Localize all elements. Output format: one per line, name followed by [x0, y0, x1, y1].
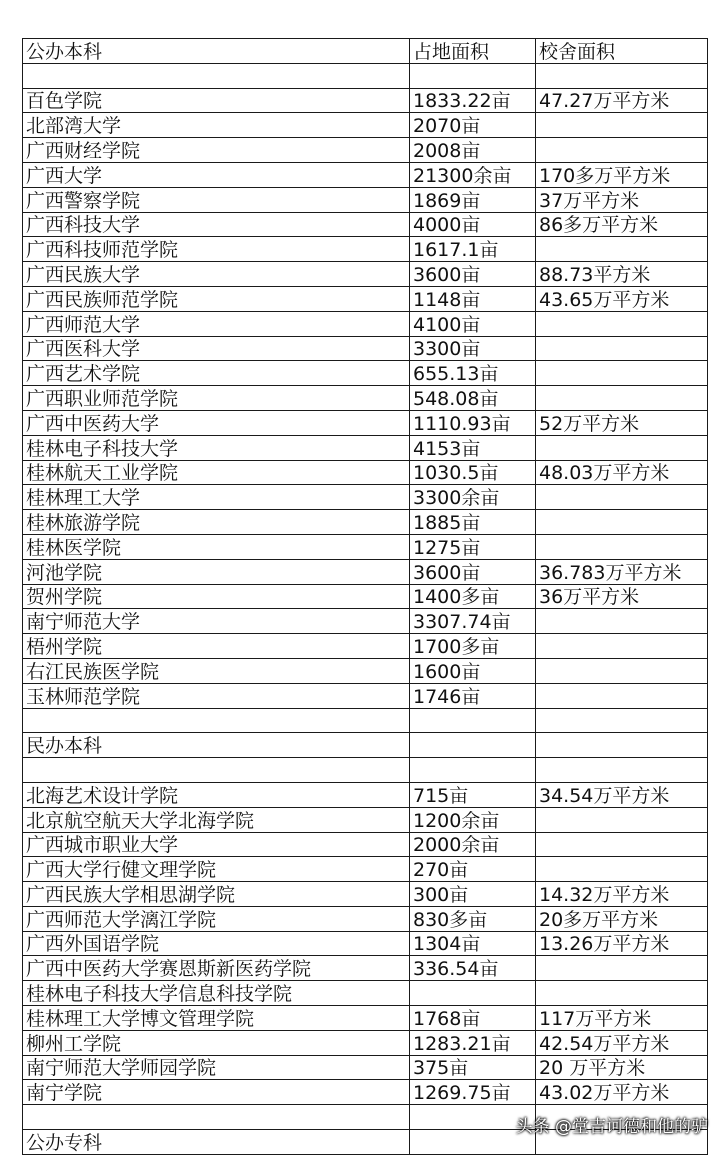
land-area-cell: 3307.74亩: [410, 609, 536, 634]
building-area-cell: [536, 807, 708, 832]
table-row: [23, 138, 708, 163]
table-row: [23, 237, 708, 262]
school-name-cell: 广西科技师范学院: [23, 237, 410, 262]
school-name-cell: [23, 708, 410, 733]
land-area-cell: 4000亩: [410, 212, 536, 237]
building-area-cell: [536, 733, 708, 758]
building-area-cell: 88.73平方米: [536, 262, 708, 287]
school-name-cell: 广西民族大学相思湖学院: [23, 882, 410, 907]
table-row: [23, 807, 708, 832]
school-name-cell: 右江民族医学院: [23, 658, 410, 683]
land-area-cell: 300亩: [410, 882, 536, 907]
building-area-cell: 47.27万平方米: [536, 88, 708, 113]
land-area-cell: 336.54亩: [410, 956, 536, 981]
building-area-cell: [536, 534, 708, 559]
building-area-cell: [536, 758, 708, 783]
building-area-cell: [536, 311, 708, 336]
table-row: [23, 981, 708, 1006]
land-area-cell: 1869亩: [410, 187, 536, 212]
building-area-cell: [536, 634, 708, 659]
land-area-cell: 2070亩: [410, 113, 536, 138]
header-building-area: 校舍面积: [536, 39, 708, 64]
table-row: [23, 485, 708, 510]
land-area-cell: 1269.75亩: [410, 1080, 536, 1105]
land-area-cell: [410, 981, 536, 1006]
land-area-cell: 1833.22亩: [410, 88, 536, 113]
land-area-cell: 1700多亩: [410, 634, 536, 659]
school-name-cell: 广西财经学院: [23, 138, 410, 163]
table-row: [23, 386, 708, 411]
land-area-cell: 1283.21亩: [410, 1030, 536, 1055]
header-row: [23, 39, 708, 64]
school-name-cell: 广西外国语学院: [23, 931, 410, 956]
land-area-cell: 1746亩: [410, 683, 536, 708]
school-name-cell: 北部湾大学: [23, 113, 410, 138]
table-row: [23, 683, 708, 708]
school-name-cell: 梧州学院: [23, 634, 410, 659]
school-name-cell: [23, 758, 410, 783]
table-row: [23, 559, 708, 584]
watermark: 头条 @堂吉诃德和他的驴: [515, 1117, 708, 1137]
table-row: [23, 634, 708, 659]
building-area-cell: 43.02万平方米: [536, 1080, 708, 1105]
table-row: [23, 311, 708, 336]
land-area-cell: 3600亩: [410, 262, 536, 287]
table-row: [23, 212, 708, 237]
table-row: [23, 782, 708, 807]
building-area-cell: [536, 658, 708, 683]
school-name-cell: 南宁师范大学: [23, 609, 410, 634]
school-name-cell: 广西民族大学: [23, 262, 410, 287]
empty-row: [23, 758, 708, 783]
land-area-cell: 1110.93亩: [410, 410, 536, 435]
section-header-row: [23, 733, 708, 758]
building-area-cell: [536, 138, 708, 163]
table-row: [23, 1055, 708, 1080]
table-row: [23, 187, 708, 212]
table-row: [23, 658, 708, 683]
building-area-cell: 36.783万平方米: [536, 559, 708, 584]
school-name-cell: 公办专科: [23, 1130, 410, 1155]
building-area-cell: 86多万平方米: [536, 212, 708, 237]
building-area-cell: [536, 832, 708, 857]
school-name-cell: 广西中医药大学: [23, 410, 410, 435]
building-area-cell: [536, 386, 708, 411]
table-row: [23, 609, 708, 634]
school-name-cell: 桂林理工大学: [23, 485, 410, 510]
table-row: [23, 286, 708, 311]
land-area-cell: 2008亩: [410, 138, 536, 163]
land-area-cell: [410, 733, 536, 758]
campus-area-table: [22, 38, 708, 1155]
land-area-cell: 1304亩: [410, 931, 536, 956]
table-row: [23, 510, 708, 535]
building-area-cell: 42.54万平方米: [536, 1030, 708, 1055]
school-name-cell: 广西中医药大学赛恩斯新医药学院: [23, 956, 410, 981]
building-area-cell: 52万平方米: [536, 410, 708, 435]
land-area-cell: 1200余亩: [410, 807, 536, 832]
building-area-cell: [536, 683, 708, 708]
land-area-cell: 3600亩: [410, 559, 536, 584]
land-area-cell: 1600亩: [410, 658, 536, 683]
table-row: [23, 113, 708, 138]
table-row: [23, 584, 708, 609]
school-name-cell: 桂林医学院: [23, 534, 410, 559]
empty-row: [23, 708, 708, 733]
table-row: [23, 906, 708, 931]
school-name-cell: 南宁学院: [23, 1080, 410, 1105]
building-area-cell: 20多万平方米: [536, 906, 708, 931]
building-area-cell: [536, 857, 708, 882]
table-row: [23, 336, 708, 361]
school-name-cell: 广西科技大学: [23, 212, 410, 237]
land-area-cell: 3300余亩: [410, 485, 536, 510]
land-area-cell: 1148亩: [410, 286, 536, 311]
school-name-cell: 桂林理工大学博文管理学院: [23, 1006, 410, 1031]
building-area-cell: [536, 336, 708, 361]
land-area-cell: 2000余亩: [410, 832, 536, 857]
land-area-cell: [410, 708, 536, 733]
building-area-cell: [536, 956, 708, 981]
header-land-area: 占地面积: [410, 39, 536, 64]
building-area-cell: [536, 708, 708, 733]
table-body: [23, 39, 708, 1155]
building-area-cell: [536, 981, 708, 1006]
land-area-cell: [410, 758, 536, 783]
table-row: [23, 956, 708, 981]
school-name-cell: 广西师范大学漓江学院: [23, 906, 410, 931]
school-name-cell: 玉林师范学院: [23, 683, 410, 708]
school-name-cell: 广西警察学院: [23, 187, 410, 212]
building-area-cell: [536, 113, 708, 138]
school-name-cell: 桂林电子科技大学: [23, 435, 410, 460]
land-area-cell: 1768亩: [410, 1006, 536, 1031]
building-area-cell: 117万平方米: [536, 1006, 708, 1031]
school-name-cell: 河池学院: [23, 559, 410, 584]
building-area-cell: 170多万平方米: [536, 162, 708, 187]
land-area-cell: 4153亩: [410, 435, 536, 460]
school-name-cell: 桂林电子科技大学信息科技学院: [23, 981, 410, 1006]
school-name-cell: 北京航空航天大学北海学院: [23, 807, 410, 832]
land-area-cell: 830多亩: [410, 906, 536, 931]
empty-row: [23, 63, 708, 88]
land-area-cell: 270亩: [410, 857, 536, 882]
school-name-cell: 广西民族师范学院: [23, 286, 410, 311]
table-row: [23, 361, 708, 386]
school-name-cell: 民办本科: [23, 733, 410, 758]
school-name-cell: 广西大学: [23, 162, 410, 187]
school-name-cell: 广西城市职业大学: [23, 832, 410, 857]
school-name-cell: 贺州学院: [23, 584, 410, 609]
building-area-cell: 36万平方米: [536, 584, 708, 609]
school-name-cell: [23, 1105, 410, 1130]
table-row: [23, 410, 708, 435]
land-area-cell: 1885亩: [410, 510, 536, 535]
building-area-cell: 14.32万平方米: [536, 882, 708, 907]
land-area-cell: 655.13亩: [410, 361, 536, 386]
building-area-cell: 37万平方米: [536, 187, 708, 212]
table-row: [23, 857, 708, 882]
land-area-cell: 715亩: [410, 782, 536, 807]
table-row: [23, 88, 708, 113]
land-area-cell: 21300余亩: [410, 162, 536, 187]
building-area-cell: [536, 361, 708, 386]
school-name-cell: 广西师范大学: [23, 311, 410, 336]
building-area-cell: 20 万平方米: [536, 1055, 708, 1080]
school-name-cell: 广西艺术学院: [23, 361, 410, 386]
land-area-cell: 4100亩: [410, 311, 536, 336]
school-name-cell: 桂林旅游学院: [23, 510, 410, 535]
land-area-cell: 375亩: [410, 1055, 536, 1080]
building-area-cell: [536, 485, 708, 510]
land-area-cell: 548.08亩: [410, 386, 536, 411]
table-row: [23, 832, 708, 857]
building-area-cell: 48.03万平方米: [536, 460, 708, 485]
table-row: [23, 931, 708, 956]
building-area-cell: 13.26万平方米: [536, 931, 708, 956]
building-area-cell: [536, 510, 708, 535]
school-name-cell: 柳州工学院: [23, 1030, 410, 1055]
school-name-cell: 广西医科大学: [23, 336, 410, 361]
table-row: [23, 460, 708, 485]
table-row: [23, 882, 708, 907]
table-row: [23, 1006, 708, 1031]
table-row: [23, 534, 708, 559]
school-name-cell: 广西大学行健文理学院: [23, 857, 410, 882]
building-area-cell: 34.54万平方米: [536, 782, 708, 807]
land-area-cell: 1617.1亩: [410, 237, 536, 262]
school-name-cell: 北海艺术设计学院: [23, 782, 410, 807]
land-area-cell: 3300亩: [410, 336, 536, 361]
building-area-cell: [536, 609, 708, 634]
school-name-cell: 百色学院: [23, 88, 410, 113]
table-row: [23, 162, 708, 187]
building-area-cell: [536, 435, 708, 460]
table-row: [23, 435, 708, 460]
table-row: [23, 1080, 708, 1105]
land-area-cell: 1275亩: [410, 534, 536, 559]
land-area-cell: 1400多亩: [410, 584, 536, 609]
school-name-cell: 广西职业师范学院: [23, 386, 410, 411]
building-area-cell: 43.65万平方米: [536, 286, 708, 311]
building-area-cell: [536, 237, 708, 262]
header-category: 公办本科: [23, 39, 410, 64]
land-area-cell: 1030.5亩: [410, 460, 536, 485]
school-name-cell: 桂林航天工业学院: [23, 460, 410, 485]
table-row: [23, 262, 708, 287]
school-name-cell: 南宁师范大学师园学院: [23, 1055, 410, 1080]
table-row: [23, 1030, 708, 1055]
